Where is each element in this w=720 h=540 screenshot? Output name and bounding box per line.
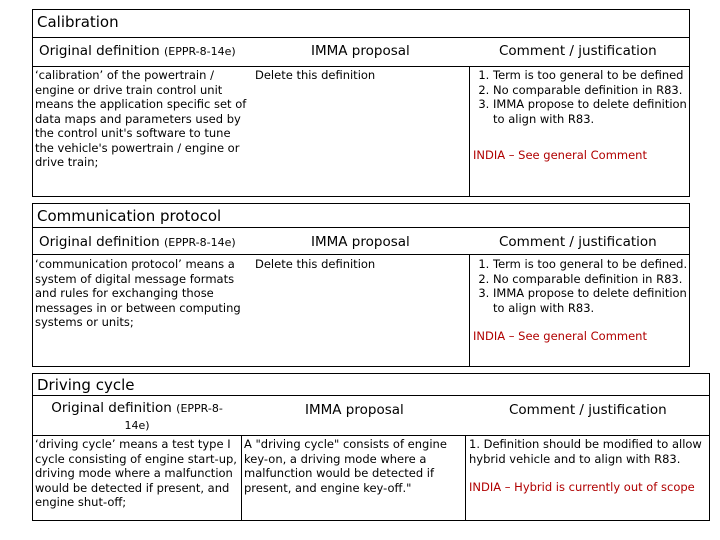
row-divider <box>33 66 689 67</box>
header-comment: Comment / justification <box>509 402 667 418</box>
header-original-definition: Original definition (EPPR-8-14e) <box>39 43 236 59</box>
section-title: Driving cycle <box>33 374 709 396</box>
header-imma-proposal: IMMA proposal <box>311 43 410 59</box>
comment-item: 2. No comparable definition in R83. <box>493 83 689 98</box>
comment-item: 1. Term is too general to be defined. <box>493 257 689 272</box>
comment-item: 3. IMMA propose to delete definition to align with R83. <box>493 97 689 126</box>
column-divider <box>241 435 242 520</box>
column-divider <box>469 66 470 196</box>
comment-cell <box>473 68 689 163</box>
header-comment: Comment / justification <box>499 43 657 59</box>
comment-list <box>473 68 689 126</box>
section-calibration <box>32 9 690 197</box>
india-note: INDIA – See general Comment <box>473 329 647 343</box>
comment-list <box>473 257 689 315</box>
comment-item: 3. IMMA propose to delete definition to align with R83. <box>493 286 689 315</box>
india-note: INDIA – See general Comment <box>473 148 647 162</box>
india-note: INDIA – Hybrid is currently out of scope <box>469 480 695 494</box>
row-divider <box>33 435 709 436</box>
column-divider <box>469 254 470 366</box>
section-title: Calibration <box>33 10 689 38</box>
imma-proposal-text: A "driving cycle" consists of engine key-on, a driving mode where a malfunction would be detected if present, and engine key-off." <box>244 437 447 495</box>
header-original-definition: Original definition (EPPR-8- 14e) <box>51 400 223 432</box>
header-imma-proposal: IMMA proposal <box>305 402 404 418</box>
original-definition-text: ‘communication protocol’ means a system of digital message formats and rules for exchanging those messages in or between computing systems or units; <box>35 257 241 329</box>
section-title: Communication protocol <box>33 204 689 228</box>
section-communication-protocol <box>32 203 690 367</box>
section-driving-cycle <box>32 373 710 521</box>
comment-cell <box>469 437 707 495</box>
imma-proposal-text: Delete this definition <box>255 68 376 82</box>
header-imma-proposal: IMMA proposal <box>311 234 410 250</box>
column-divider <box>465 435 466 520</box>
original-definition-text: ‘calibration’ of the powertrain / engine or drive train control unit means the application specific set of data maps and parameters used by the control unit's software to tune the vehicle's powertrain / engine or drive train; <box>35 68 247 169</box>
imma-proposal-text: Delete this definition <box>255 257 376 271</box>
comment-cell <box>473 257 689 344</box>
header-comment: Comment / justification <box>499 234 657 250</box>
comment-text: 1. Definition should be modified to allow hybrid vehicle and to align with R83. <box>469 437 702 466</box>
row-divider <box>33 254 689 255</box>
header-original-definition: Original definition (EPPR-8-14e) <box>39 234 236 250</box>
original-definition-text: ‘driving cycle’ means a test type I cycle consisting of engine start-up, driving mode where a malfunction would be detected if present, and engine shut-off; <box>35 437 237 509</box>
comment-item: 1. Term is too general to be defined <box>493 68 689 83</box>
comment-item: 2. No comparable definition in R83. <box>493 272 689 287</box>
